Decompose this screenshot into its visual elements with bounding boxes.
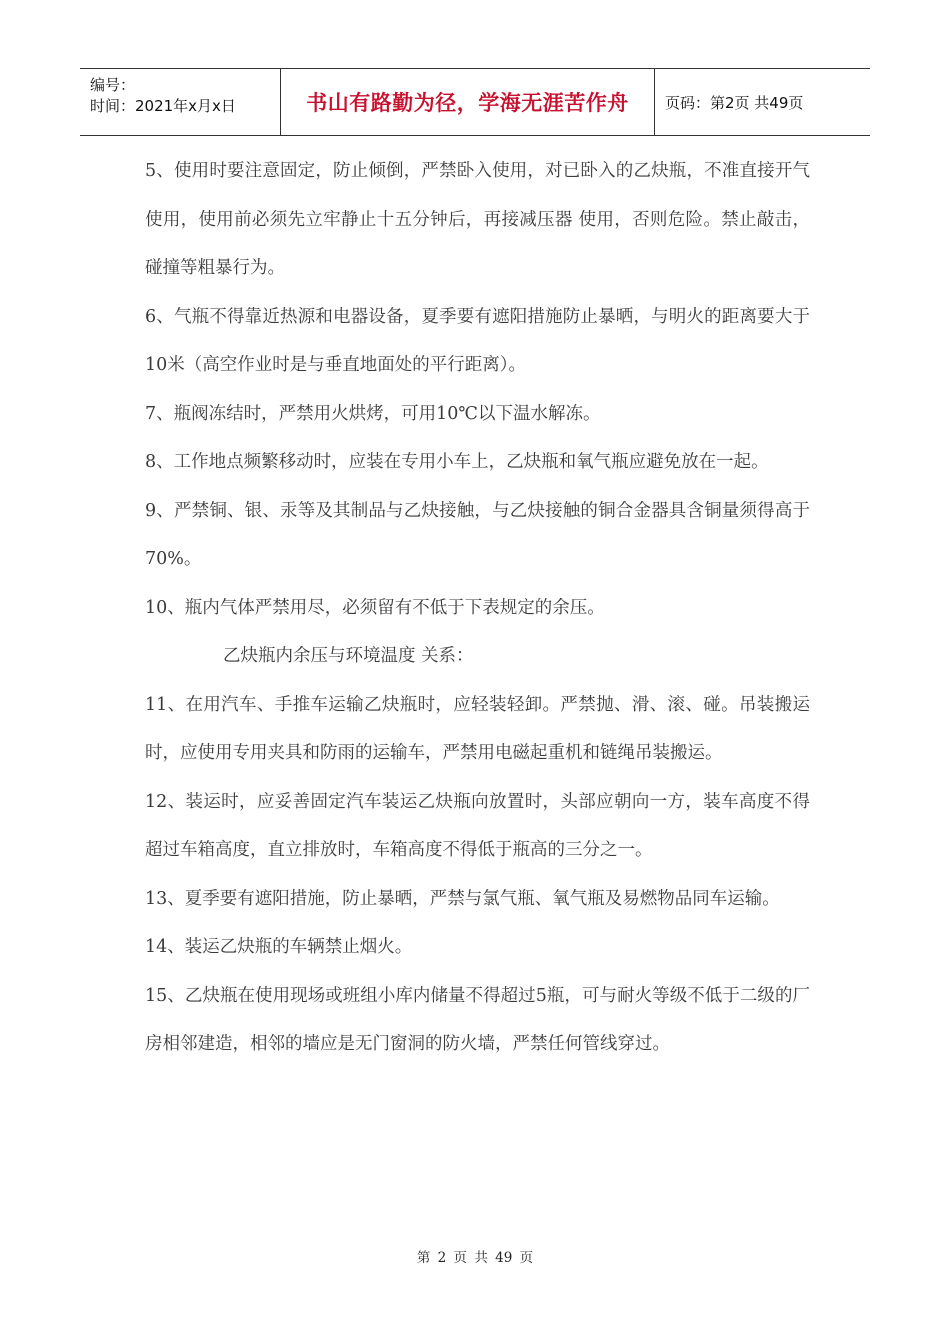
paragraph-item-6: 6、气瓶不得靠近热源和电器设备，夏季要有遮阳措施防止暴晒，与明火的距离要大于10米（高空作业时是与垂直地面处的平行距离）。 [145, 306, 810, 375]
paragraph-item-7: 7、瓶阀冻结时，严禁用火烘烤，可用10℃以下温水解冻。 [145, 403, 601, 424]
document-number-label: 编号： [90, 76, 136, 94]
paragraph-item-8: 8、工作地点频繁移动时，应装在专用小车上，乙炔瓶和氧气瓶应避免放在一起。 [145, 452, 769, 472]
paragraph-item-5: 5、使用时要注意固定，防止倾倒，严禁卧入使用，对已卧入的乙炔瓶，不准直接开气使用，使用前必须先立牢静止十五分钟后，再接减压器 使用，否则危险。禁止敲击，碰撞等粗暴行为。 [145, 161, 810, 278]
header-motto: 书山有路勤为径，学海无涯苦作舟 [281, 69, 655, 135]
paragraph-item-15: 15、乙炔瓶在使用现场或班组小库内储量不得超过5瓶，可与耐火等级不低于二级的厂房相邻建造，相邻的墙应是无门窗洞的防火墙，严禁任何管线穿过。 [145, 985, 810, 1054]
paragraph-item-13: 13、夏季要有遮阳措施，防止暴晒，严禁与氯气瓶、氧气瓶及易燃物品同车运输。 [145, 888, 780, 909]
paragraph-item-10: 10、瓶内气体严禁用尽，必须留有不低于下表规定的余压。 [145, 597, 605, 618]
paragraph-item-9: 9、严禁铜、银、汞等及其制品与乙炔接触，与乙炔接触的铜合金器具含铜量须得高于70%。 [145, 500, 810, 569]
document-body [145, 147, 810, 1069]
header-page-info: 页码：第2页 共49页 [665, 93, 804, 112]
header-meta [80, 69, 281, 135]
page-header [80, 68, 870, 136]
paragraph-item-11: 11、在用汽车、手推车运输乙炔瓶时，应轻装轻卸。严禁抛、滑、滚、碰。吊装搬运时，应使用专用夹具和防雨的运输车，严禁用电磁起重机和链绳吊装搬运。 [145, 694, 810, 763]
page-footer: 第 2 页 共 49 页 [416, 1250, 534, 1266]
table-caption: 乙炔瓶内余压与环境温度 关系： [223, 646, 474, 666]
document-time-label: 时间：2021年x月x日 [90, 97, 236, 115]
paragraph-item-14: 14、装运乙炔瓶的车辆禁止烟火。 [145, 937, 413, 957]
paragraph-item-12: 12、装运时，应妥善固定汽车装运乙炔瓶向放置时，头部应朝向一方，装车高度不得超过车箱高度，直立排放时，车箱高度不得低于瓶高的三分之一。 [145, 791, 810, 860]
